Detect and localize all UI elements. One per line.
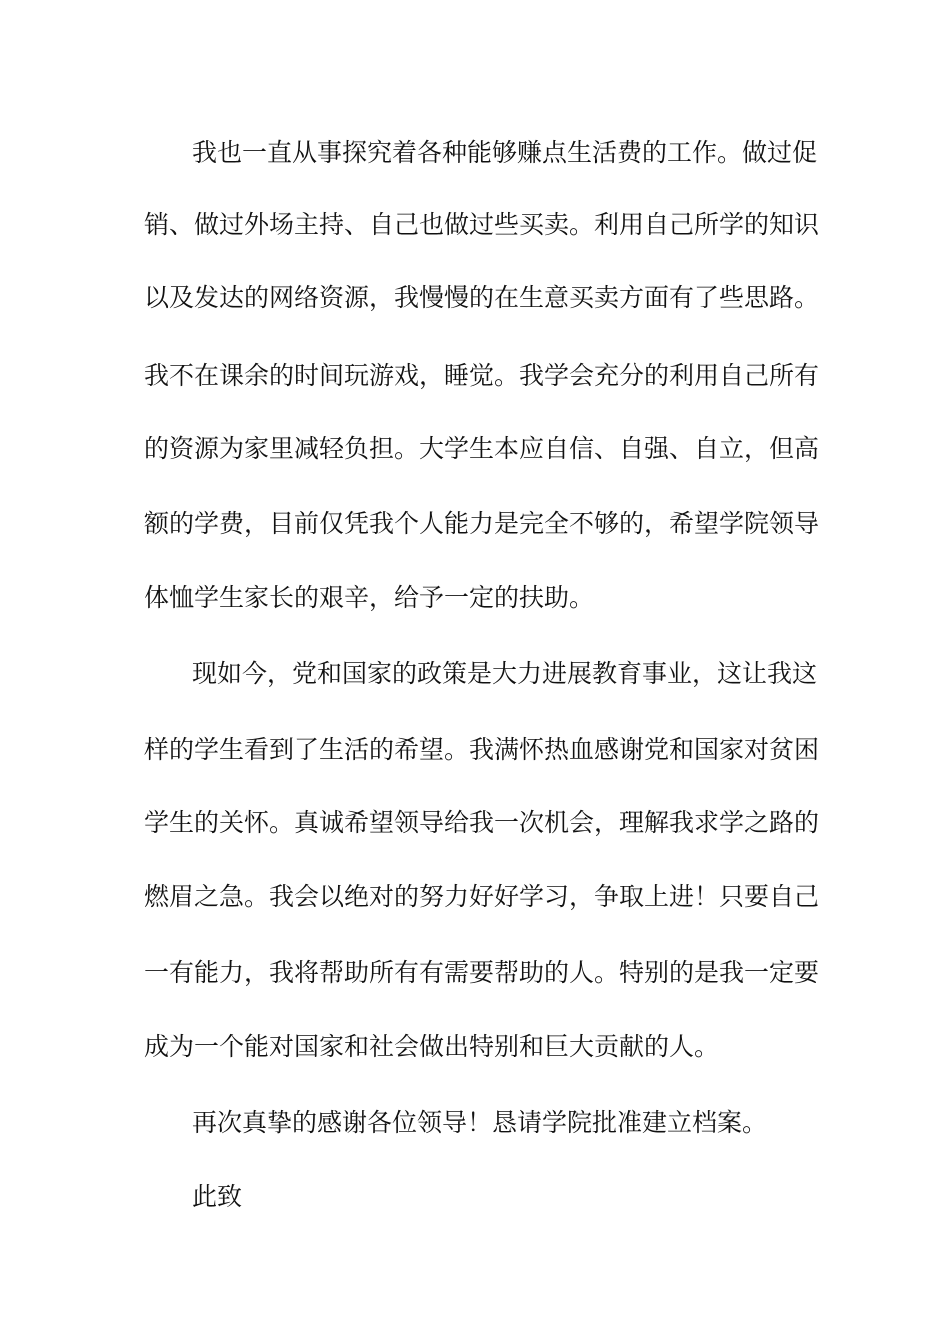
paragraph-2-line-2: 样的学生看到了生活的希望。我满怀热血感谢党和国家对贫困 [144,735,820,764]
paragraph-1-line-6: 额的学费，目前仅凭我个人能力是完全不够的，希望学院领导 [144,509,820,538]
paragraph-2-line-5: 一有能力，我将帮助所有有需要帮助的人。特别的是我一定要 [144,958,820,987]
paragraph-2-line-4: 燃眉之急。我会以绝对的努力好好学习，争取上进！只要自己 [144,882,820,911]
paragraph-1-line-5: 的资源为家里减轻负担。大学生本应自信、自强、自立，但高 [144,434,820,463]
closing-line: 此致 [192,1182,243,1211]
paragraph-1-line-3: 以及发达的网络资源，我慢慢的在生意买卖方面有了些思路。 [144,283,820,312]
paragraph-2-line-6: 成为一个能对国家和社会做出特别和巨大贡献的人。 [144,1032,720,1061]
paragraph-1-line-2: 销、做过外场主持、自己也做过些买卖。利用自己所学的知识 [144,210,820,239]
paragraph-2-line-1: 现如今，党和国家的政策是大力进展教育事业，这让我这 [192,659,818,688]
paragraph-1-line-7: 体恤学生家长的艰辛，给予一定的扶助。 [144,583,595,612]
paragraph-1-line-1: 我也一直从事探究着各种能够赚点生活费的工作。做过促 [192,138,818,167]
paragraph-1-line-4: 我不在课余的时间玩游戏，睡觉。我学会充分的利用自己所有 [144,361,820,390]
paragraph-3-line-1: 再次真挚的感谢各位领导！恳请学院批准建立档案。 [192,1108,768,1137]
paragraph-2-line-3: 学生的关怀。真诚希望领导给我一次机会，理解我求学之路的 [144,808,820,837]
